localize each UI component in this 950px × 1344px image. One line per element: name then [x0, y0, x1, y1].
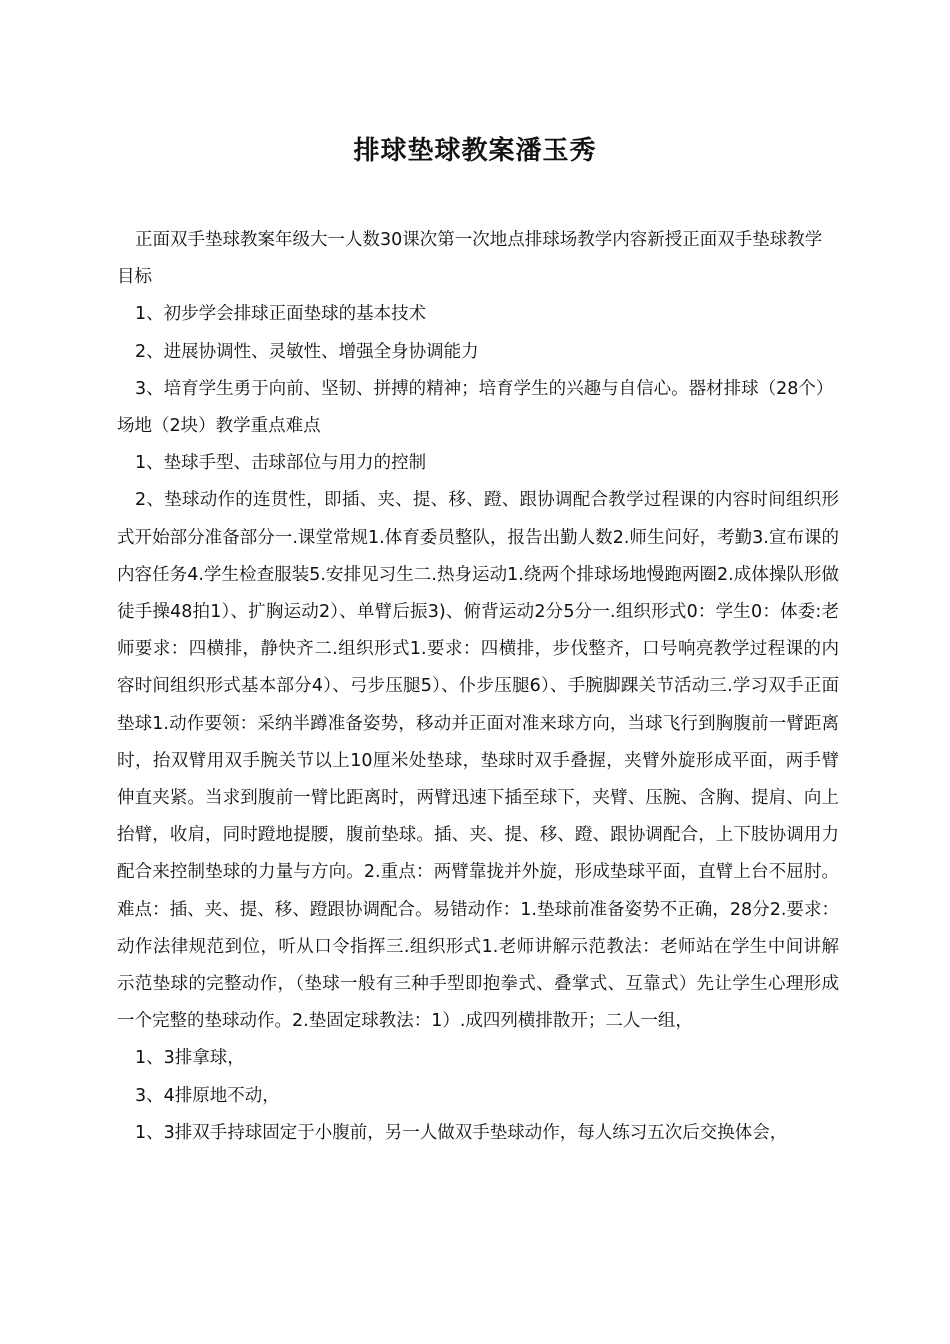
paragraph-goal-2: 2、进展协调性、灵敏性、增强全身协调能力 — [135, 341, 479, 362]
paragraph-goal-3: 3、培育学生勇于向前、坚韧、拼搏的精神；培育学生的兴趣与自信心。器材排球（28个）场地（2块）教学重点难点 — [117, 378, 834, 437]
paragraph-process: 2、垫球动作的连贯性，即插、夹、提、移、蹬、跟协调配合教学过程课的内容时间组织形式开始部分准备部分一.课堂常规1.体育委员整队，报告出勤人数2.师生问好，考勤3.宣布课的内容任务4.学生检查服装5.安排见习生二.热身运动1.绕两个排球场地慢跑两圈2.成体操队形做徒手操48拍1）、扩胸运动2）、单臂后振3)、俯背运动2分5分一.组织形式0：学生0：体委:老师要求：四横排，静快齐二.组织形式1.要求：四横排，步伐整齐，口号响亮教学过程课的内容时间组织形式基本部分4）、弓步压腿5）、仆步压腿6）、手腕脚踝关节活动三.学习双手正面垫球1.动作要领：采纳半蹲准备姿势，移动并正面对准来球方向，当球飞行到胸腹前一臂距离时，抬双臂用双手腕关节以上10厘米处垫球，垫球时双手叠握，夹臂外旋形成平面，两手臂伸直夹紧。当求到腹前一臂比距离时，两臂迅速下插至球下，夹臂、压腕、含胸、提肩、向上抬臂，收肩，同时蹬地提腰，腹前垫球。插、夹、提、移、蹬、跟协调配合，上下肢协调用力配合来控制垫球的力量与方向。2.重点：两臂靠拢并外旋，形成垫球平面，直臂上台不屈肘。难点：插、夹、提、移、蹬跟协调配合。易错动作：1.垫球前准备姿势不正确，28分2.要求：动作法律规范到位，听从口令指挥三.组织形式1.老师讲解示范教法：老师站在学生中间讲解示范垫球的完整动作，（垫球一般有三种手型即抱拳式、叠掌式、互靠式）先让学生心理形成一个完整的垫球动作。2.垫固定球教法：1）.成四列横排散开；二人一组， — [117, 490, 839, 1032]
paragraph-key-point-1: 1、垫球手型、击球部位与用力的控制 — [135, 453, 427, 474]
document-body — [117, 222, 839, 1152]
paragraph-intro: 正面双手垫球教案年级大一人数30课次第一次地点排球场教学内容新授正面双手垫球教学目标 — [117, 230, 823, 288]
paragraph-goal-1: 1、初步学会排球正面垫球的基本技术 — [135, 304, 427, 325]
paragraph-row-1-3: 1、3排拿球， — [135, 1048, 245, 1069]
paragraph-row-3-4: 3、4排原地不动， — [135, 1085, 280, 1106]
document-title: 排球垫球教案潘玉秀 — [353, 136, 597, 166]
paragraph-practice: 1、3排双手持球固定于小腹前，另一人做双手垫球动作，每人练习五次后交换体会， — [135, 1122, 788, 1143]
